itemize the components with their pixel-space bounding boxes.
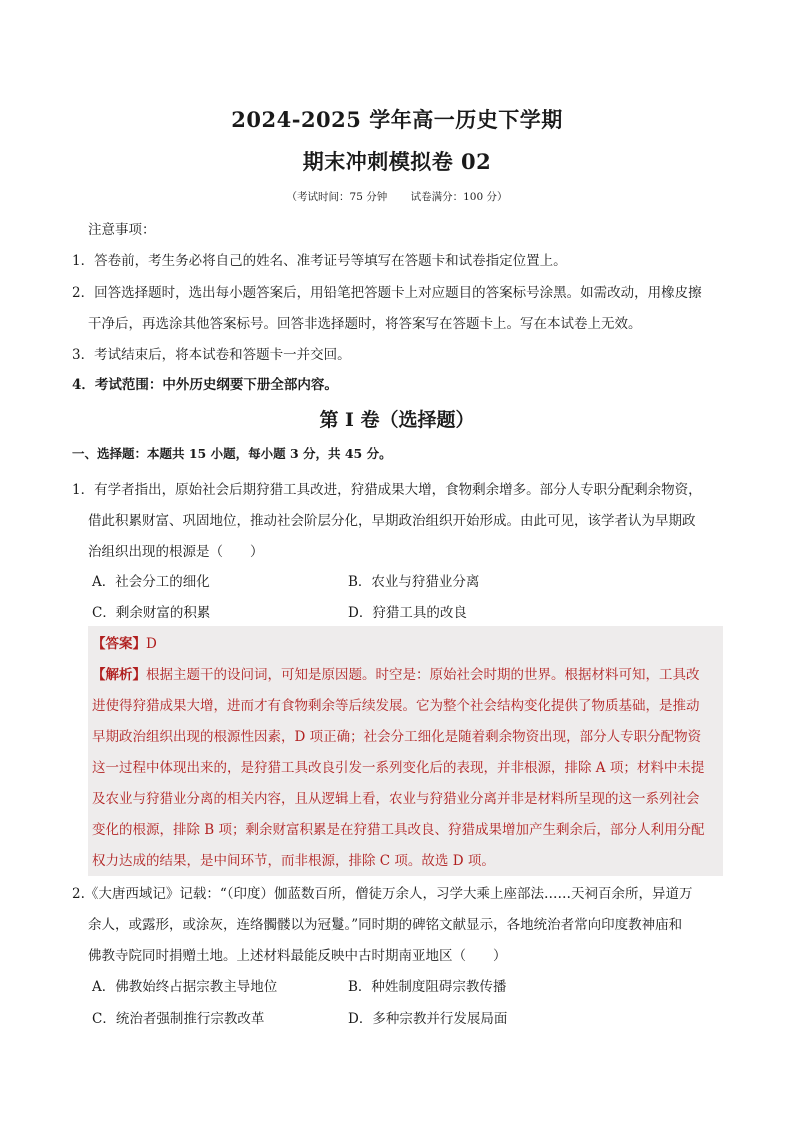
q1-analysis-line-6: 变化的根源，排除 B 项；剩余财富积累是在狩猎工具改良、狩猎成果增加产生剩余后，部分人利用分配 bbox=[92, 822, 705, 838]
q2-option-b: B．种姓制度阻碍宗教传播 bbox=[348, 979, 507, 995]
q1-answer bbox=[92, 632, 157, 652]
q1-analysis-line-5: 及农业与狩猎业分离的相关内容，且从逻辑上看，农业与狩猎业分离并非是材料所呈现的这一系列社会 bbox=[92, 791, 700, 807]
q1-analysis-line-2: 进使得狩猎成果大增，进而才有食物剩余等后续发展。它为整个社会结构变化提供了物质基础，是推动 bbox=[92, 698, 700, 714]
note-item-2: 2．回答选择题时，选出每小题答案后，用铅笔把答题卡上对应题目的答案标号涂黑。如需改动，用橡皮擦 bbox=[72, 285, 702, 301]
q1-stem-line-3: 治组织出现的根源是（ ） bbox=[88, 544, 264, 560]
analysis-label: 【解析】 bbox=[92, 667, 146, 683]
answer-label: 【答案】 bbox=[92, 636, 146, 652]
answer-value: D bbox=[146, 636, 157, 652]
note-item-2-cont: 干净后，再选涂其他答案标号。回答非选择题时，将答案写在答题卡上。写在本试卷上无效。 bbox=[88, 316, 642, 332]
q1-option-b: B．农业与狩猎业分离 bbox=[348, 574, 480, 590]
q1-analysis-line-3: 早期政治组织出现的根源性因素，D 项正确；社会分工细化是随着剩余物资出现，部分人专职分配物资 bbox=[92, 729, 702, 745]
note-item-3: 3．考试结束后，将本试卷和答题卡一并交回。 bbox=[72, 347, 351, 363]
page-subtitle: 期末冲刺模拟卷 02 bbox=[302, 149, 492, 174]
q2-stem-line-2: 余人，或露形，或涂灰，连络髑髅以为冠鬘。”同时期的碑铭文献显示，各地统治者常向印度教神庙和 bbox=[88, 917, 683, 933]
analysis-text-1: 根据主题干的设问词，可知是原因题。时空是：原始社会时期的世界。根据材料可知，工具改 bbox=[146, 667, 700, 683]
q1-option-c: C．剩余财富的积累 bbox=[92, 605, 211, 621]
note-item-1: 1．答卷前，考生务必将自己的姓名、准考证号等填写在答题卡和试卷指定位置上。 bbox=[72, 253, 567, 269]
page-title: 2024-2025 学年高一历史下学期 bbox=[231, 107, 563, 132]
q2-option-d: D．多种宗教并行发展局面 bbox=[348, 1011, 508, 1027]
part-heading: 一、选择题：本题共 15 小题，每小题 3 分，共 45 分。 bbox=[72, 446, 392, 461]
q1-option-d: D．狩猎工具的改良 bbox=[348, 605, 467, 621]
exam-score: 试卷满分：100 分） bbox=[410, 191, 508, 203]
q2-stem-line-3: 佛教寺院同时捐赠土地。上述材料最能反映中古时期南亚地区（ ） bbox=[88, 948, 507, 964]
section-title: 第 I 卷（选择题） bbox=[319, 409, 475, 431]
q1-analysis-line-1 bbox=[92, 663, 700, 683]
q1-option-a: A．社会分工的细化 bbox=[92, 574, 210, 590]
q2-option-c: C．统治者强制推行宗教改革 bbox=[92, 1011, 265, 1027]
q2-stem-line-1: 2.《大唐西域记》记载：“（印度）伽蓝数百所，僧徒万余人，习学大乘上座部法……天祠百余所，异道万 bbox=[72, 886, 693, 902]
q1-stem-line-1: 1．有学者指出，原始社会后期狩猎工具改进，狩猎成果大增，食物剩余增多。部分人专职分配剩余物资， bbox=[72, 482, 702, 498]
q2-option-a: A．佛教始终占据宗教主导地位 bbox=[92, 979, 278, 995]
exam-info bbox=[0, 189, 794, 204]
exam-time: （考试时间：75 分钟 bbox=[286, 191, 388, 203]
q1-analysis-line-7: 权力达成的结果，是中间环节，而非根源，排除 C 项。故选 D 项。 bbox=[92, 853, 495, 869]
note-item-4: 4．考试范围：中外历史纲要下册全部内容。 bbox=[72, 377, 338, 393]
q1-stem-line-2: 借此积累财富、巩固地位，推动社会阶层分化，早期政治组织开始形成。由此可见，该学者认为早期政 bbox=[88, 513, 696, 529]
q1-analysis-line-4: 这一过程中体现出来的，是狩猎工具改良引发一系列变化后的表现，并非根源，排除 A 项；材料中未提 bbox=[92, 760, 705, 776]
notes-heading: 注意事项： bbox=[88, 222, 156, 238]
